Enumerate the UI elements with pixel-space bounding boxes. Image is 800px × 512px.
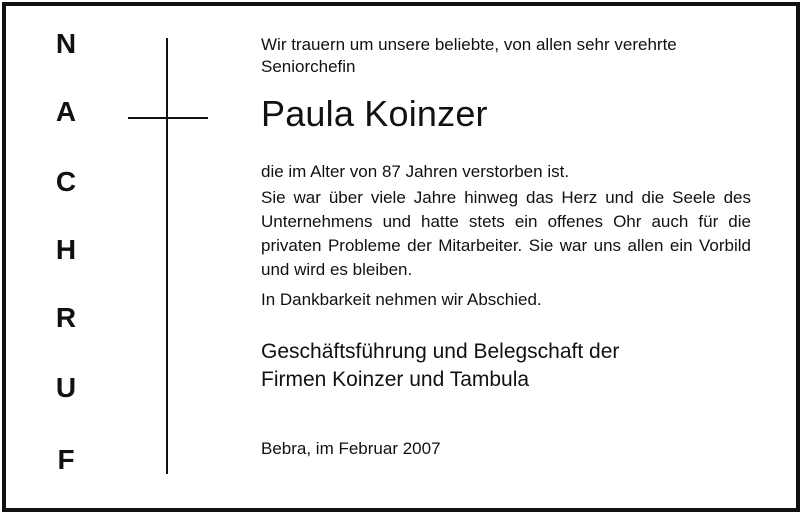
deceased-name: Paula Koinzer [261, 93, 488, 134]
vertical-letter: N [55, 28, 77, 59]
vertical-letter: R [55, 302, 77, 333]
vertical-letter: F [57, 444, 75, 475]
vertical-letter: U [55, 372, 77, 403]
vertical-letter: H [55, 234, 77, 265]
obituary-text [261, 34, 751, 460]
cross-vertical-line [166, 38, 168, 474]
signature [261, 338, 751, 394]
vertical-letter: C [55, 166, 77, 197]
signature-line-2: Firmen Koinzer und Tambula [261, 368, 530, 391]
signature-line-1: Geschäftsführung und Belegschaft der [261, 340, 620, 363]
thanks-line: In Dankbarkeit nehmen wir Abschied. [261, 290, 542, 309]
age-line: die im Alter von 87 Jahren verstorben ist. [261, 162, 570, 181]
body-text: Sie war über viele Jahre hinweg das Herz und die Seele des Unternehmens und hatte stets ein offenes Ohr auch für die privaten Probleme der Mitarbeiter. Sie war uns allen ein Vorbild und wird es bleiben. [261, 188, 751, 279]
cross-horizontal-line [128, 117, 208, 119]
vertical-letter: A [55, 96, 77, 127]
intro-text: Wir trauern um unsere beliebte, von allen sehr verehrte Seniorchefin [261, 35, 677, 76]
place-date: Bebra, im Februar 2007 [261, 439, 441, 458]
